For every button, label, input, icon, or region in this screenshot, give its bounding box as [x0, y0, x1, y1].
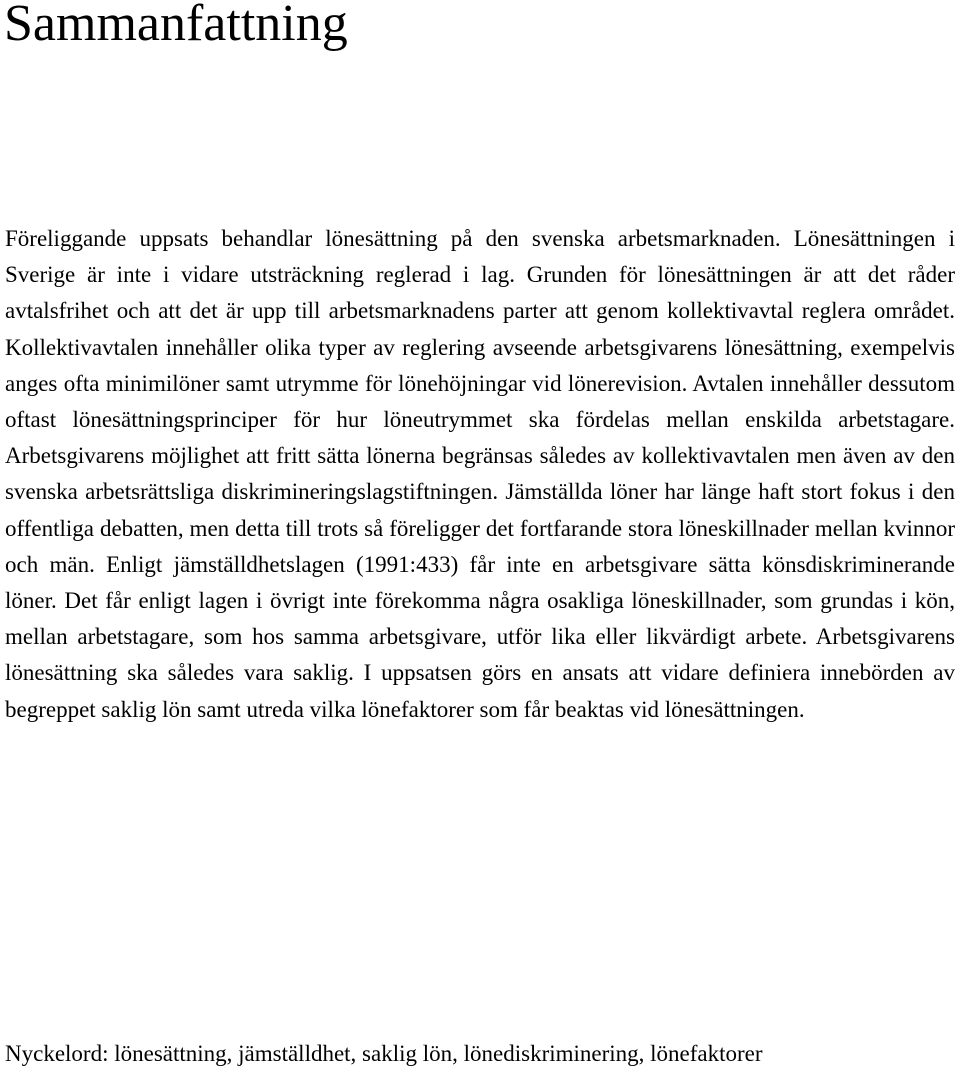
- abstract-paragraph: Föreliggande uppsats behandlar lönesättning på den svenska arbetsmarknaden. Lönesättningen i Sverige är inte i vidare utsträckning reglerad i lag. Grunden för lönesättningen är att det råder avtalsfrihet och att det är upp till arbetsmarknadens parter att genom kollektivavtal reglera området. Kollektivavtalen innehåller olika typer av reglering avseende arbetsgivarens lönesättning, exempelvis anges ofta minimilöner samt utrymme för lönehöjningar vid lönerevision. Avtalen innehåller dessutom oftast lönesättningsprinciper för hur löneutrymmet ska fördelas mellan enskilda arbetstagare. Arbetsgivarens möjlighet att fritt sätta lönerna begränsas således av kollektivavtalen men även av den svenska arbetsrättsliga diskrimineringslagstiftningen. Jämställda löner har länge haft stort fokus i den offentliga debatten, men detta till trots så föreligger det fortfarande stora löneskillnader mellan kvinnor och män. Enligt jämställdhetslagen (1991:433) får inte en arbetsgivare sätta könsdiskriminerande löner. Det får enligt lagen i övrigt inte förekomma några osakliga löneskillnader, som grundas i kön, mellan arbetstagare, som hos samma arbetsgivare, utför lika eller likvärdigt arbete. Arbetsgivarens lönesättning ska således vara saklig. I uppsatsen görs en ansats att vidare definiera innebörden av begreppet saklig lön samt utreda vilka lönefaktorer som får beaktas vid lönesättningen.: [5, 226, 955, 722]
- page-title: Sammanfattning: [4, 0, 348, 52]
- keywords-line: Nyckelord: lönesättning, jämställdhet, saklig lön, lönediskriminering, lönefaktorer: [5, 1041, 763, 1066]
